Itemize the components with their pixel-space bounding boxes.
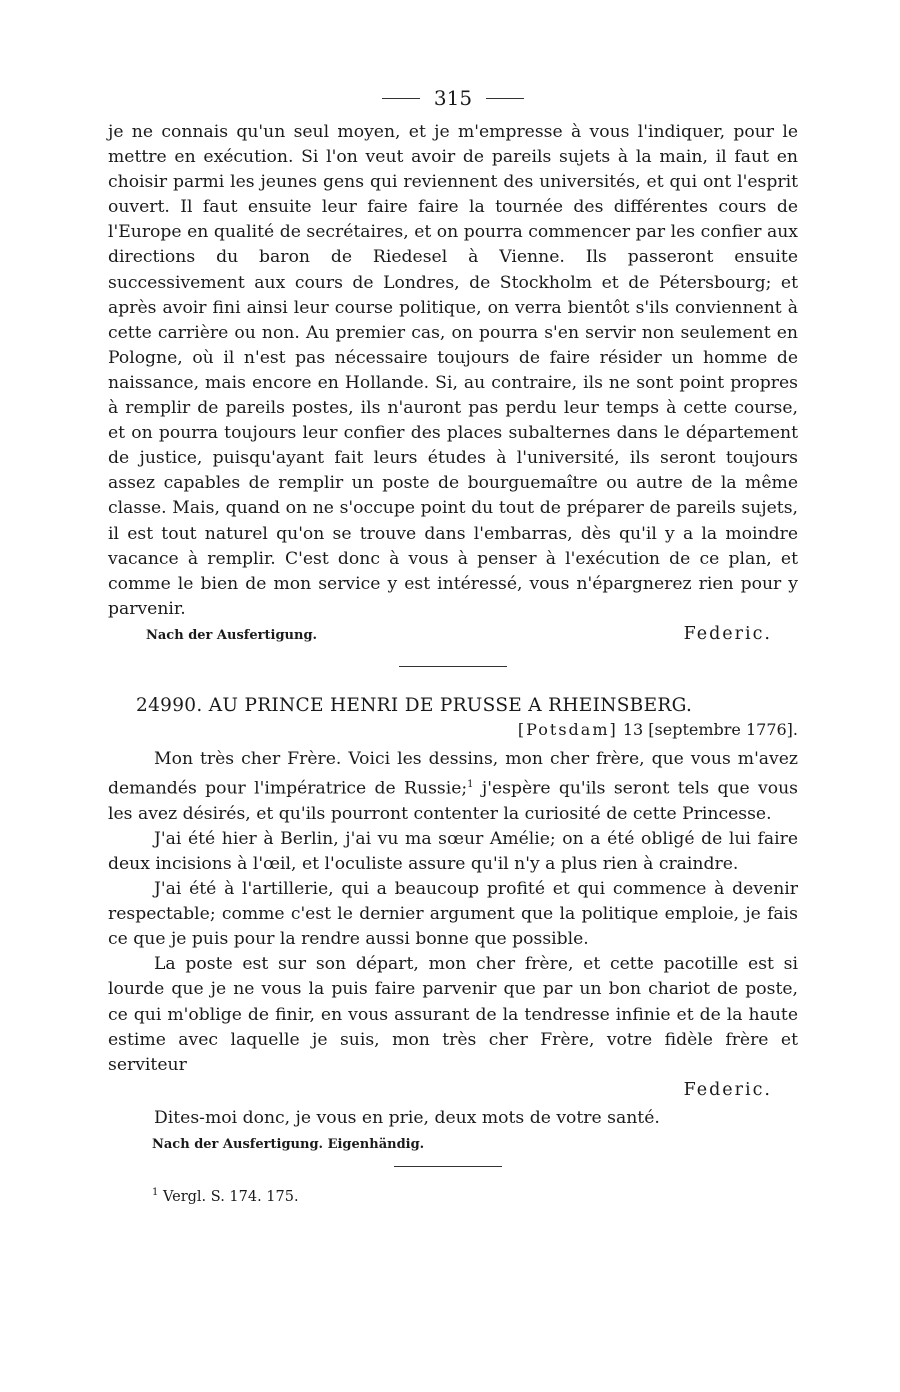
header-rule-right xyxy=(486,98,524,99)
letter1-closing xyxy=(108,624,798,644)
p1-after: j'espère qu'ils seront tels que vous les avez désirés, et qu'ils pourront contenter la curiosité de cette Princesse. xyxy=(108,778,798,824)
letter2-closing xyxy=(108,1080,798,1100)
footnote-marker: 1 xyxy=(152,1186,159,1198)
letter2-paragraph-4: La poste est sur son départ, mon cher frère, et cette pacotille est si lourde que je ne vous la puis faire parvenir que par un bon chariot de poste, ce qui m'oblige de finir, en vous assurant de la tendresse infinie et de la haute estime avec laquelle je suis, mon très cher Frère, votre fidèle frère et serviteur xyxy=(108,954,798,1075)
footnote-divider xyxy=(394,1166,502,1167)
letter2-postscript: Dites-moi donc, je vous en prie, deux mots de votre santé. xyxy=(154,1107,660,1128)
p1-before: Mon très cher Frère. Voici les dessins, mon cher frère, que vous m'avez demandés pour l'impératrice de Russie; xyxy=(108,748,798,799)
letter2-dateline xyxy=(108,720,798,739)
page-number: 315 xyxy=(433,86,473,110)
footnote-text: Vergl. S. 174. 175. xyxy=(162,1188,299,1205)
letter1-paragraph: je ne connais qu'un seul moyen, et je m'empresse à vous l'indiquer, pour le mettre en exécution. Si l'on veut avoir de pareils sujets à la main, il faut en choisir parmi les jeunes gens qui reviennent des universités, et qui ont l'esprit ouvert. Il faut ensuite leur faire faire la tournée des différentes cours de l'Europe en qualité de secrétaires, et on pourra commencer par les confier aux directions du baron de Riedesel à Vienne. Ils passeront ensuite successivement aux cours de Londres, de Stockholm et de Pétersbourg; et après avoir fini ainsi leur course politique, on verra bientôt s'ils conviennent à cette carrière ou non. Au premier cas, on pourra s'en servir non seulement en Pologne, où il n'est pas nécessaire toujours de faire résider un homme de naissance, mais encore en Hollande. Si, au contraire, ils ne sont point propres à remplir de pareils postes, ils n'auront pas perdu leur temps à cette course, et on pourra toujours leur confier des places subalternes dans le département de justice, puisqu'ayant fait leurs études à l'université, ils seront toujours assez capables de remplir un poste de bourguemaître ou autre de la même classe. Mais, quand on ne s'occupe point du tout de préparer de pareils sujets, il est tout naturel qu'on se trouve dans l'embarras, dès qu'il y a la moindre vacance à remplir. C'est donc à vous à penser à l'exécution de ce plan, et comme le bien de mon service y est intéressé, vous n'épargnerez rien pour y parvenir. xyxy=(108,122,798,619)
footnote-ref: 1 xyxy=(467,778,474,790)
letter1-signature: Federic. xyxy=(683,623,772,644)
page-header xyxy=(108,86,798,110)
document-page xyxy=(108,86,798,1205)
letter2-paragraph-2: J'ai été hier à Berlin, j'ai vu ma sœur Amélie; on a été obligé de lui faire deux incisions à l'œil, et l'oculiste assure qu'il n'y a plus rien à craindre. xyxy=(108,828,798,874)
date-rest: 13 [septembre 1776]. xyxy=(622,719,798,739)
header-rule-left xyxy=(382,98,420,99)
footnote xyxy=(152,1187,798,1205)
letter2-paragraph-1 xyxy=(108,747,798,827)
letter2-paragraph-3: J'ai été à l'artillerie, qui a beaucoup profité et qui commence à devenir respectable; comme c'est le dernier argument que la politique emploie, je fais ce que je puis pour la rendre aussi bonne que possible. xyxy=(108,879,798,950)
letter2-heading: 24990. AU PRINCE HENRI DE PRUSSE A RHEINSBERG. xyxy=(136,694,693,716)
date-place: [Potsdam] xyxy=(517,719,618,739)
letter2-source: Nach der Ausfertigung. Eigenhändig. xyxy=(152,1136,425,1152)
letter2-signature: Federic. xyxy=(683,1079,772,1100)
letter1-source: Nach der Ausfertigung. xyxy=(146,627,318,643)
section-divider xyxy=(399,666,507,667)
